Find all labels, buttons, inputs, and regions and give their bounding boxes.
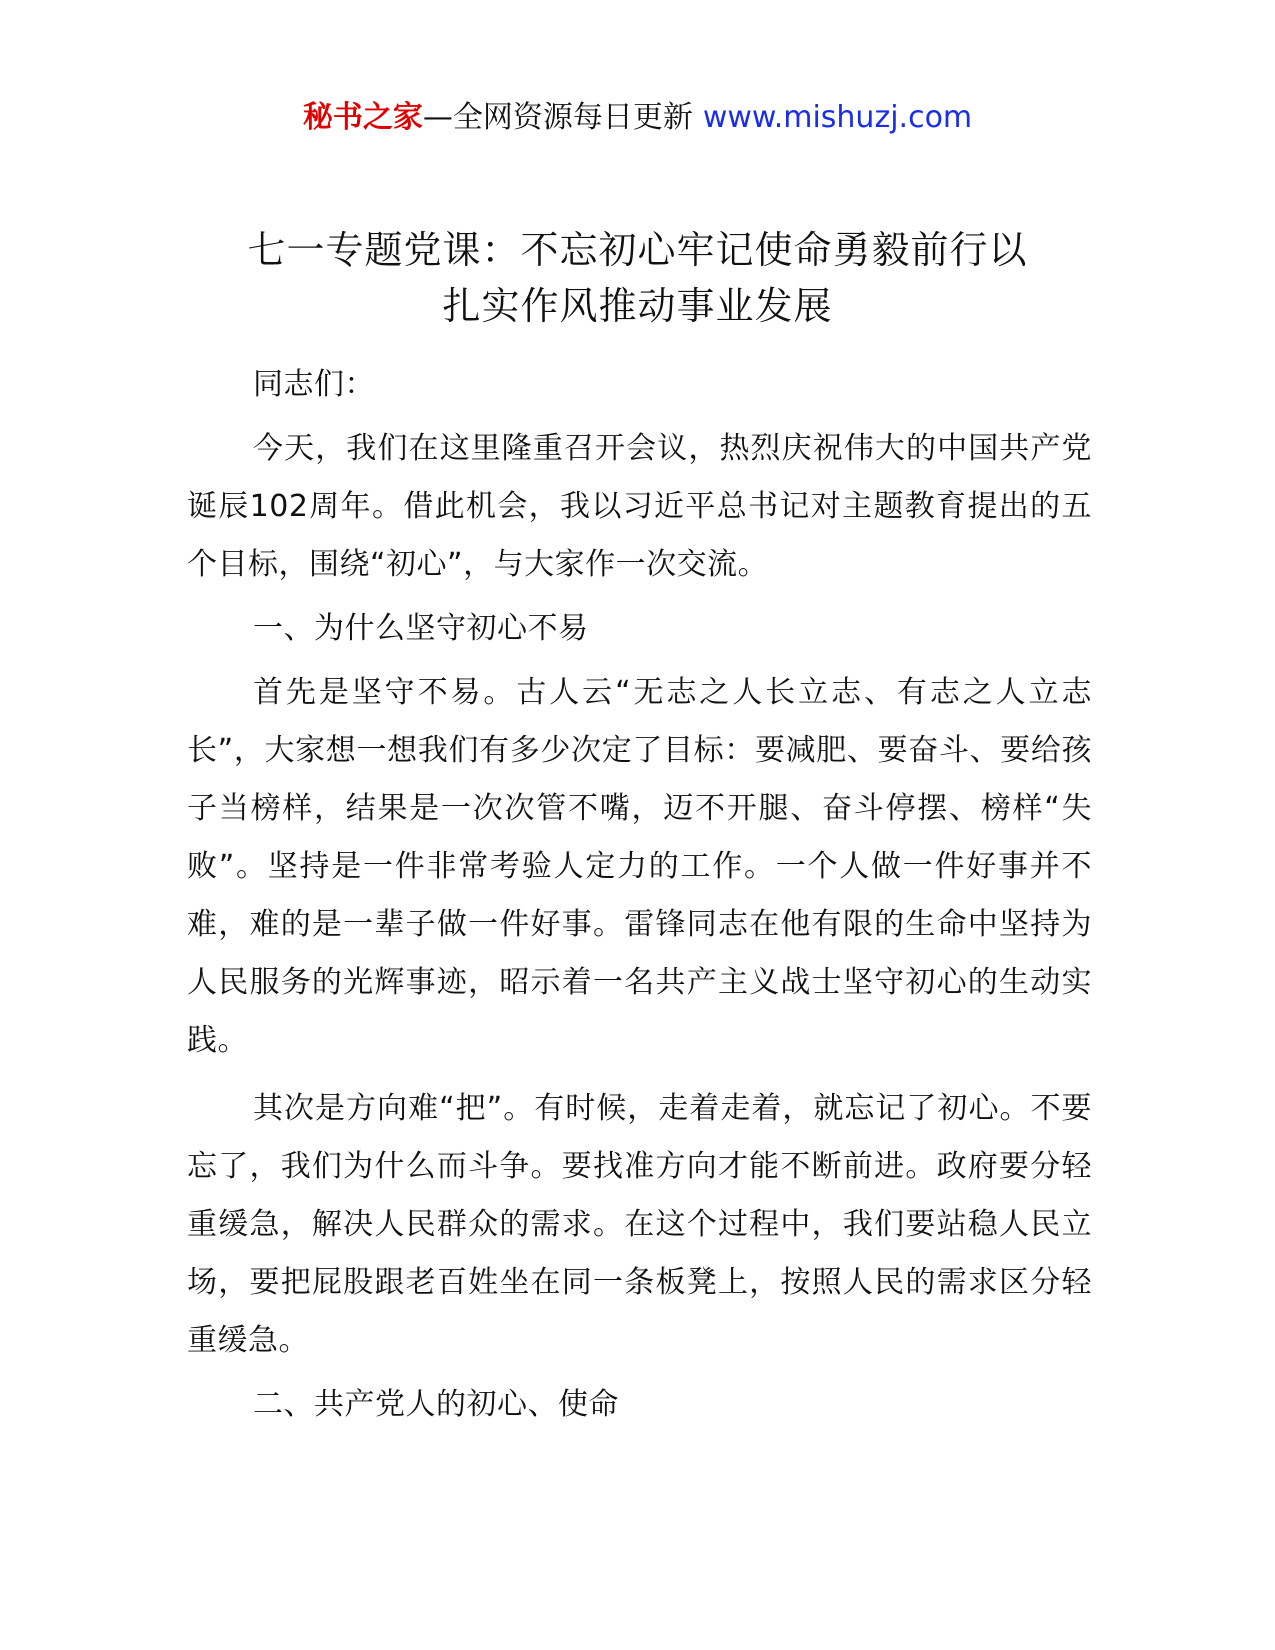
header-tagline: —全网资源每日更新: [422, 100, 693, 135]
document-title: [180, 222, 1095, 334]
section-heading-2: 二、共产党人的初心、使命: [253, 1387, 619, 1422]
greeting-paragraph: 同志们：: [253, 367, 375, 402]
first-point-paragraph: 首先是坚守不易。古人云“无志之人长立志、有志之人立志长”，大家想一想我们有多少次定了目标：要减肥、要奋斗、要给孩子当榜样，结果是一次次管不嘴，迈不开腿、奋斗停摆、榜样“失败”。坚持是一件非常考验人定力的工作。一个人做一件好事并不难，难的是一辈子做一件好事。雷锋同志在他有限的生命中坚持为人民服务的光辉事迹，昭示着一名共产主义战士坚守初心的生动实践。: [187, 675, 1092, 1058]
brand-name: 秘书之家: [302, 100, 423, 135]
title-line-1: 七一专题党课：不忘初心牢记使命勇毅前行以: [247, 228, 1028, 272]
second-point-paragraph: 其次是方向难“把”。有时候，走着走着，就忘记了初心。不要忘了，我们为什么而斗争。要找准方向才能不断前进。政府要分轻重缓急，解决人民群众的需求。在这个过程中，我们要站稳人民立场，要把屁股跟老百姓坐在同一条板凳上，按照人民的需求区分轻重缓急。: [187, 1091, 1092, 1358]
section-heading-1: 一、为什么坚守初心不易: [253, 611, 589, 646]
site-header: [0, 98, 1275, 138]
intro-paragraph: 今天，我们在这里隆重召开会议，热烈庆祝伟大的中国共产党诞辰102周年。借此机会，我以习近平总书记对主题教育提出的五个目标，围绕“初心”，与大家作一次交流。: [187, 431, 1092, 582]
site-url-link[interactable]: www.mishuzj.com: [702, 100, 973, 135]
title-line-2: 扎实作风推动事业发展: [442, 284, 833, 328]
